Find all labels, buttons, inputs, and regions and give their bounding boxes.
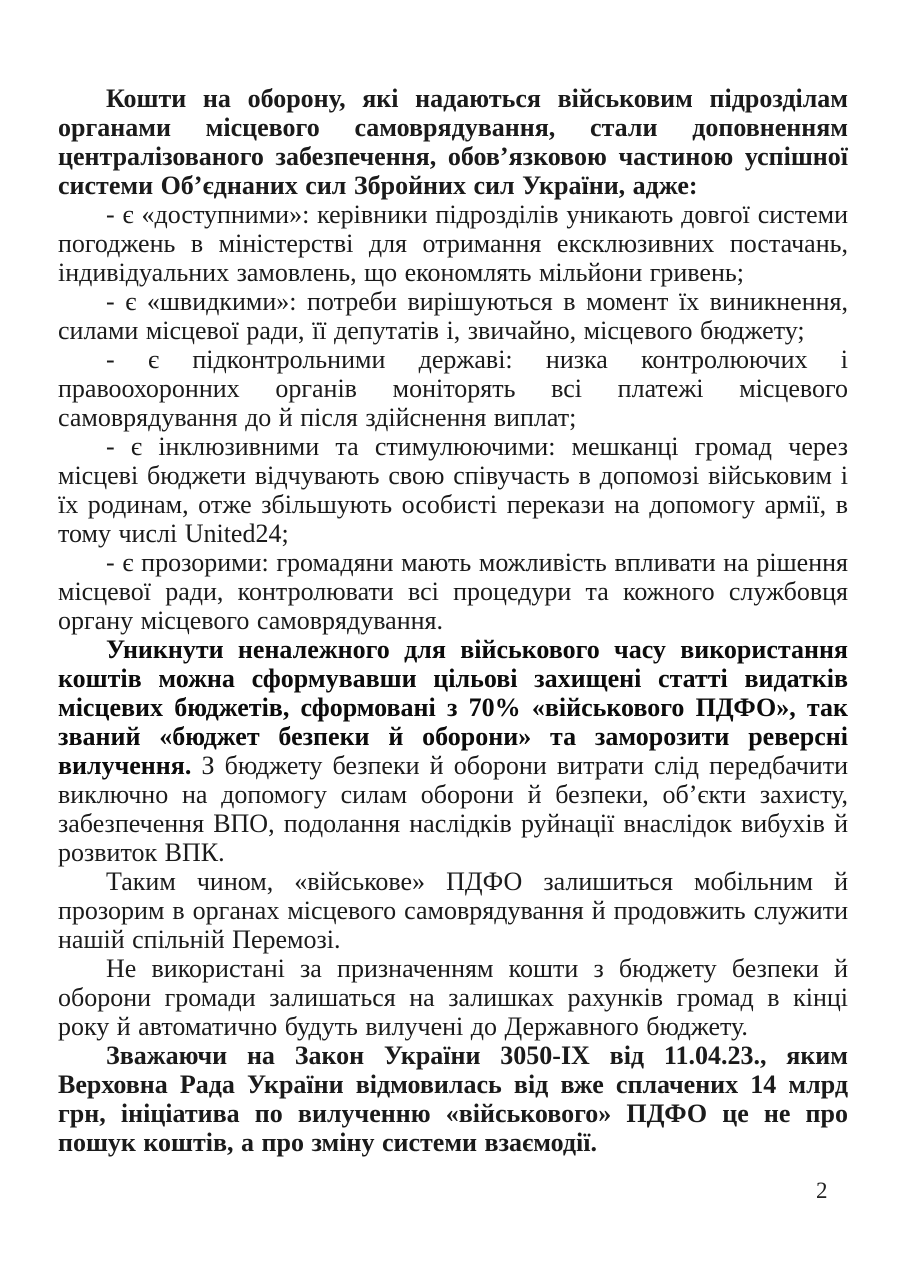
- list-item-transparent: - є прозорими: громадяни мають можливість впливати на рішення місцевої ради, контролювати всі процедури та кожного службовця органу місцевого самоврядування.: [58, 548, 848, 635]
- paragraph-avoid-misuse-rest: З бюджету безпеки й оборони витрати слід передбачити виключно на допомогу силам оборони й безпеки, об’єкти захисту, забезпечення ВПО, подолання наслідків руйнації внаслідок вибухів й розвиток ВПК.: [58, 751, 848, 867]
- list-item-accessible: - є «доступними»: керівники підрозділів уникають довгої системи погоджень в міністерстві для отримання ексклюзивних постачань, індивідуальних замовлень, що економлять мільйони гривень;: [58, 200, 848, 287]
- paragraph-avoid-misuse: [58, 635, 848, 867]
- list-item-inclusive: - є інклюзивними та стимулюючими: мешканці громад через місцеві бюджети відчувають свою співучасть в допомозі військовим і їх родинам, отже збільшують особисті перекази на допомогу армії, в тому числі United24;: [58, 432, 848, 548]
- list-item-fast: - є «швидкими»: потреби вирішуються в момент їх виникнення, силами місцевої ради, її депутатів і, звичайно, місцевого бюджету;: [58, 287, 848, 345]
- paragraph-avoid-misuse-bold: Уникнути неналежного для військового часу використання коштів можна сформувавши цільові захищені статті видатків місцевих бюджетів, сформовані з 70% «військового ПДФО», так званий «бюджет безпеки й оборони» та заморозити реверсні вилучення.: [58, 635, 848, 780]
- document-body: [58, 84, 848, 1157]
- paragraph-law-3050: Зважаючи на Закон України 3050-IX від 11.04.23., яким Верховна Рада України відмовилась від вже сплачених 14 млрд грн, ініціатива по вилученню «військового» ПДФО це не про пошук коштів, а про зміну системи взаємодії.: [58, 1041, 848, 1157]
- paragraph-intro: Кошти на оборону, які надаються військовим підрозділам органами місцевого самоврядування, стали доповненням централізованого забезпечення, обов’язковою частиною успішної системи Об’єднаних сил Збройних сил України, адже:: [58, 84, 848, 200]
- page-number: 2: [816, 1178, 828, 1203]
- list-item-state-controlled: - є підконтрольними державі: низка контролюючих і правоохоронних органів моніторять всі платежі місцевого самоврядування до й після здійснення виплат;: [58, 345, 848, 432]
- paragraph-unused-funds: Не використані за призначенням кошти з бюджету безпеки й оборони громади залишаться на залишках рахунків громад в кінці року й автоматично будуть вилучені до Державного бюджету.: [58, 954, 848, 1041]
- paragraph-thus-pdfo: Таким чином, «військове» ПДФО залишиться мобільним й прозорим в органах місцевого самоврядування й продовжить служити нашій спільній Перемозі.: [58, 867, 848, 954]
